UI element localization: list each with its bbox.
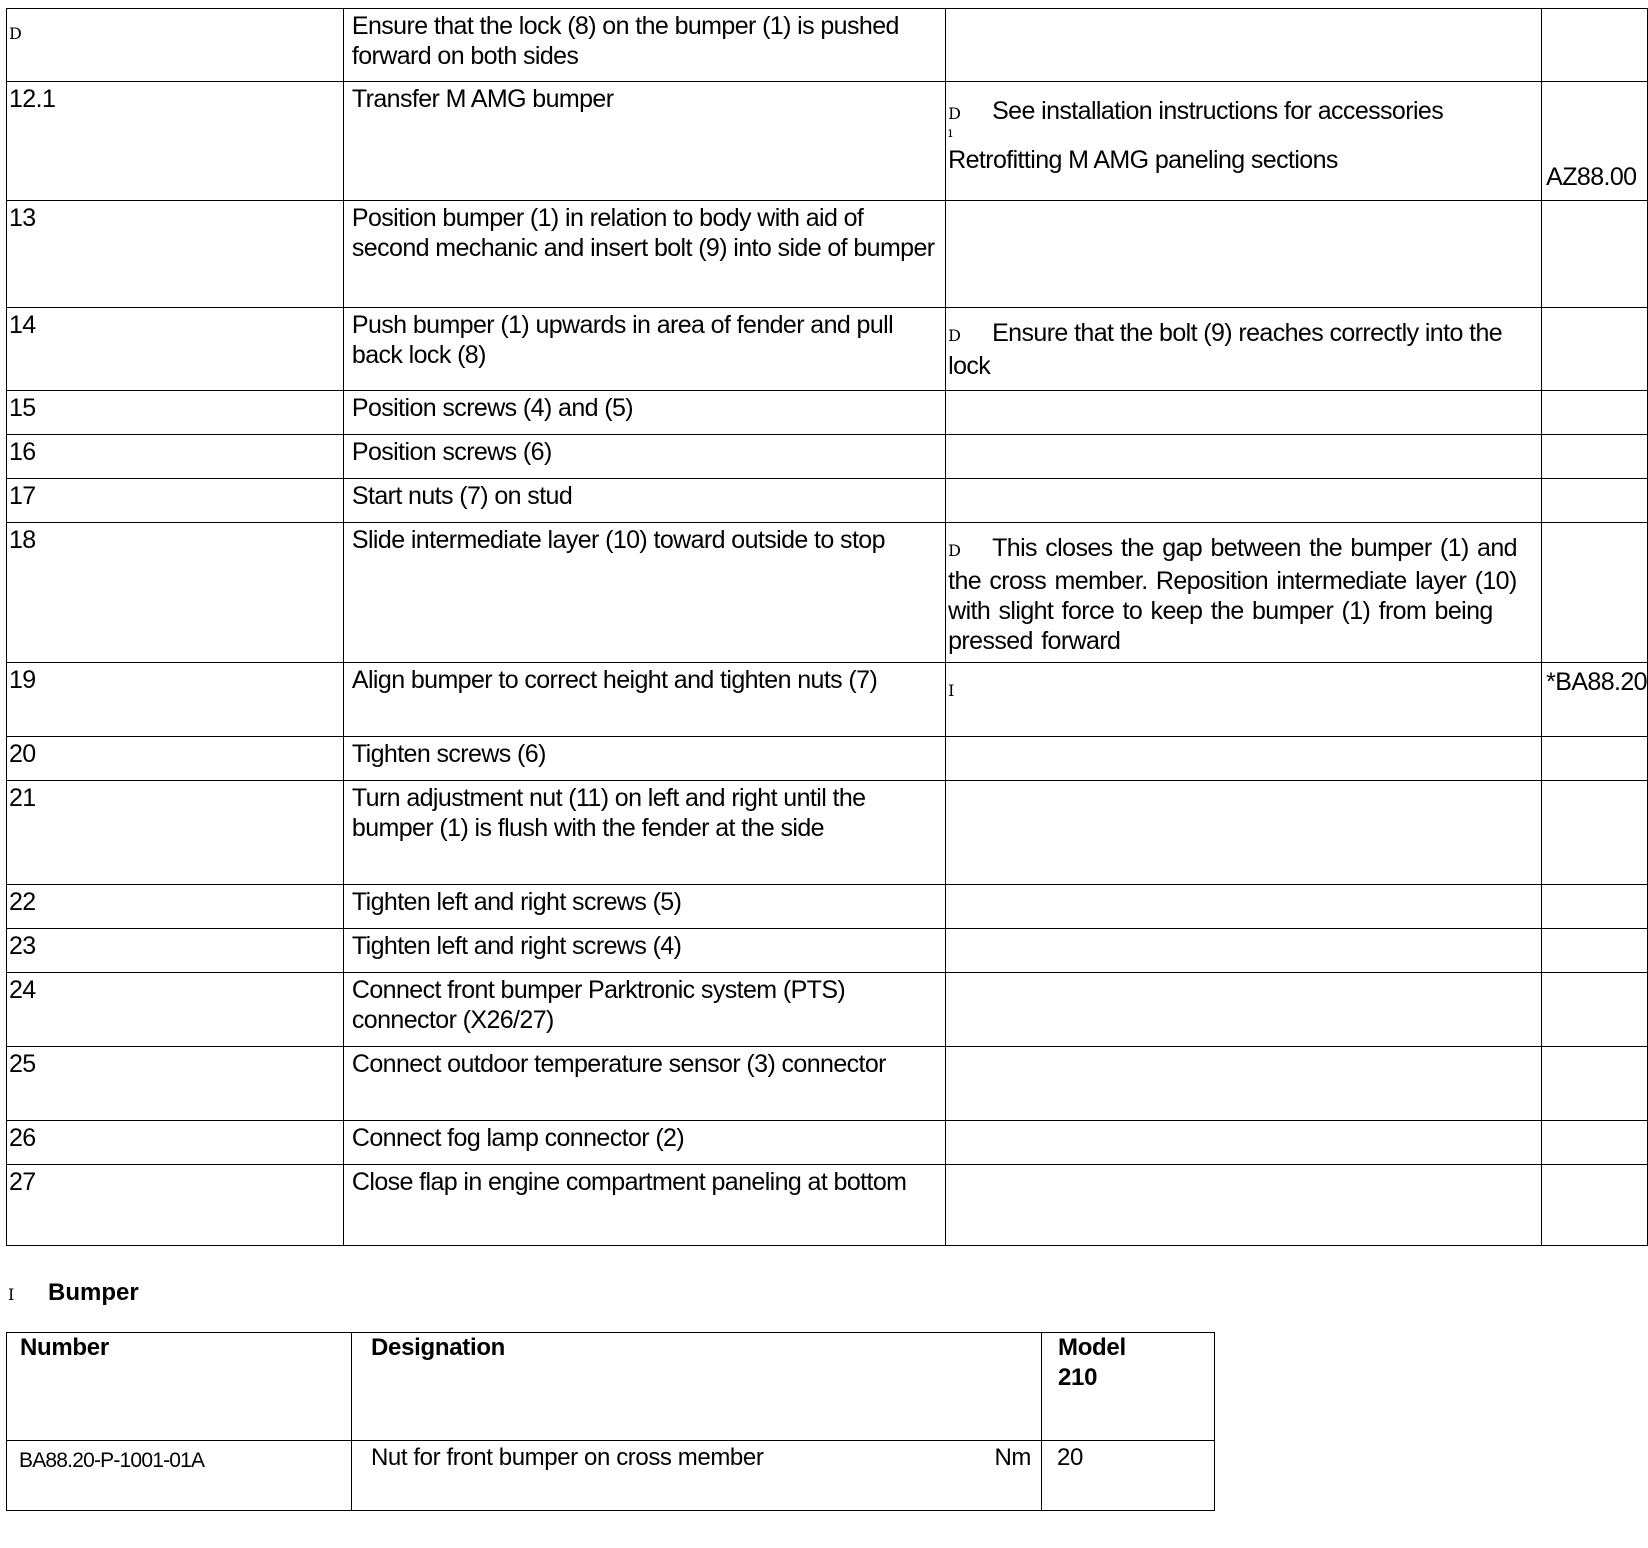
step-reference <box>1542 737 1648 781</box>
header-designation: Designation <box>352 1333 1042 1441</box>
torque-header-row <box>7 1333 1215 1441</box>
arrow-marker-icon: ı <box>948 125 952 141</box>
note-text: See installation instructions for accessories <box>992 97 1444 125</box>
step-note <box>946 435 1542 479</box>
step-row <box>7 1165 1648 1246</box>
step-reference <box>1542 1121 1648 1165</box>
step-note <box>946 1121 1542 1165</box>
step-reference <box>1542 308 1648 391</box>
torque-designation-cell <box>352 1441 1042 1511</box>
step-number-text: 21 <box>9 784 36 812</box>
step-number <box>7 781 344 885</box>
step-action: Close flap in engine compartment paneling at bottom <box>343 1165 945 1246</box>
step-row <box>7 973 1648 1047</box>
step-row <box>7 479 1648 523</box>
step-note <box>946 308 1542 391</box>
step-number-text: 17 <box>9 482 36 510</box>
step-reference <box>1542 1165 1648 1246</box>
torque-spec-table <box>6 1332 1215 1511</box>
step-row <box>7 9 1648 82</box>
note-marker-icon: D <box>9 24 22 43</box>
step-number <box>7 885 344 929</box>
step-action: Position screws (4) and (5) <box>343 391 945 435</box>
step-number-text: 22 <box>9 888 36 916</box>
step-action: Start nuts (7) on stud <box>343 479 945 523</box>
step-reference <box>1542 885 1648 929</box>
step-row <box>7 308 1648 391</box>
step-number-text: 24 <box>9 976 36 1004</box>
step-number <box>7 663 344 737</box>
step-reference <box>1542 929 1648 973</box>
step-number-text: 18 <box>9 526 36 554</box>
header-model <box>1042 1333 1215 1441</box>
step-number <box>7 737 344 781</box>
step-row <box>7 737 1648 781</box>
step-note <box>946 737 1542 781</box>
step-action: Ensure that the lock (8) on the bumper (1) is pushed forward on both sides <box>343 9 945 82</box>
step-number <box>7 82 344 201</box>
note-text: This closes the gap between the bumper (1) and the cross member. Reposition intermediate layer (10) with slight force to keep the bumper (1) from being pressed forward <box>948 534 1517 655</box>
step-number-text: 25 <box>9 1050 36 1078</box>
step-note <box>946 9 1542 82</box>
step-number <box>7 435 344 479</box>
step-action: Align bumper to correct height and tighten nuts (7) <box>343 663 945 737</box>
step-row <box>7 435 1648 479</box>
step-number <box>7 9 344 82</box>
step-action: Position screws (6) <box>343 435 945 479</box>
step-row <box>7 885 1648 929</box>
torque-value: 20 <box>1042 1441 1215 1511</box>
step-row <box>7 82 1648 201</box>
reference-code: AZ88.00 <box>1546 163 1637 191</box>
step-number <box>7 973 344 1047</box>
note-reference-text: Retrofitting M AMG paneling sections <box>948 146 1338 174</box>
step-number-text: 12.1 <box>9 85 56 113</box>
step-number-text: 19 <box>9 666 36 694</box>
step-note <box>946 82 1542 201</box>
step-note <box>946 523 1542 663</box>
step-reference <box>1542 479 1648 523</box>
step-reference <box>1542 82 1648 201</box>
step-note <box>946 201 1542 308</box>
step-note <box>946 479 1542 523</box>
step-action: Turn adjustment nut (11) on left and right until the bumper (1) is flush with the fender at the side <box>343 781 945 885</box>
step-action: Connect outdoor temperature sensor (3) connector <box>343 1047 945 1121</box>
step-note <box>946 663 1542 737</box>
reference-code: *BA88.20 <box>1546 668 1647 696</box>
step-number-text: 15 <box>9 394 36 422</box>
step-action: Push bumper (1) upwards in area of fender and pull back lock (8) <box>343 308 945 391</box>
step-note <box>946 973 1542 1047</box>
torque-number: BA88.20-P-1001-01A <box>7 1441 352 1511</box>
step-number-text: 13 <box>9 204 36 232</box>
step-reference <box>1542 391 1648 435</box>
step-reference <box>1542 1047 1648 1121</box>
step-action: Connect front bumper Parktronic system (PTS) connector (X26/27) <box>343 973 945 1047</box>
header-model-label: Model <box>1058 1334 1126 1361</box>
procedure-steps-table <box>6 8 1648 1246</box>
torque-data-row <box>7 1441 1215 1511</box>
step-row <box>7 781 1648 885</box>
step-reference <box>1542 523 1648 663</box>
step-number <box>7 308 344 391</box>
step-note <box>946 391 1542 435</box>
step-number-text: 16 <box>9 438 36 466</box>
step-number <box>7 391 344 435</box>
torque-designation: Nut for front bumper on cross member <box>371 1444 764 1471</box>
step-note <box>946 1165 1542 1246</box>
step-number <box>7 479 344 523</box>
step-action: Tighten screws (6) <box>343 737 945 781</box>
step-row <box>7 391 1648 435</box>
step-number-text: 27 <box>9 1168 36 1196</box>
step-number-text: 26 <box>9 1124 36 1152</box>
step-reference <box>1542 663 1648 737</box>
step-action: Tighten left and right screws (5) <box>343 885 945 929</box>
step-number <box>7 201 344 308</box>
step-row <box>7 929 1648 973</box>
step-action: Position bumper (1) in relation to body with aid of second mechanic and insert bolt (9) into side of bumper <box>343 201 945 308</box>
note-marker-icon: D <box>948 104 961 123</box>
step-number-text: 20 <box>9 740 36 768</box>
step-row <box>7 201 1648 308</box>
step-reference <box>1542 201 1648 308</box>
step-action: Connect fog lamp connector (2) <box>343 1121 945 1165</box>
step-reference <box>1542 435 1648 479</box>
header-model-value: 210 <box>1058 1364 1098 1391</box>
step-number <box>7 1047 344 1121</box>
step-row <box>7 1121 1648 1165</box>
section-title-text: Bumper <box>48 1279 139 1306</box>
step-number <box>7 1121 344 1165</box>
note-marker-icon: D <box>948 541 961 560</box>
note-marker-icon: D <box>948 326 961 345</box>
step-number <box>7 1165 344 1246</box>
info-marker-icon: I <box>8 1285 15 1304</box>
step-reference <box>1542 973 1648 1047</box>
step-reference <box>1542 9 1648 82</box>
header-number: Number <box>7 1333 352 1441</box>
step-number <box>7 523 344 663</box>
step-reference <box>1542 781 1648 885</box>
step-action: Transfer M AMG bumper <box>343 82 945 201</box>
info-marker-icon: I <box>948 681 955 700</box>
step-action: Tighten left and right screws (4) <box>343 929 945 973</box>
torque-unit: Nm <box>994 1444 1031 1471</box>
section-title <box>8 1279 139 1307</box>
step-row <box>7 523 1648 663</box>
note-text: Ensure that the bolt (9) reaches correctly into the lock <box>948 319 1503 380</box>
step-row <box>7 1047 1648 1121</box>
step-number <box>7 929 344 973</box>
step-number-text: 14 <box>9 311 36 339</box>
step-note <box>946 885 1542 929</box>
step-number-text: 23 <box>9 932 36 960</box>
step-action: Slide intermediate layer (10) toward outside to stop <box>343 523 945 663</box>
step-row <box>7 663 1648 737</box>
step-note <box>946 929 1542 973</box>
step-note <box>946 1047 1542 1121</box>
step-note <box>946 781 1542 885</box>
